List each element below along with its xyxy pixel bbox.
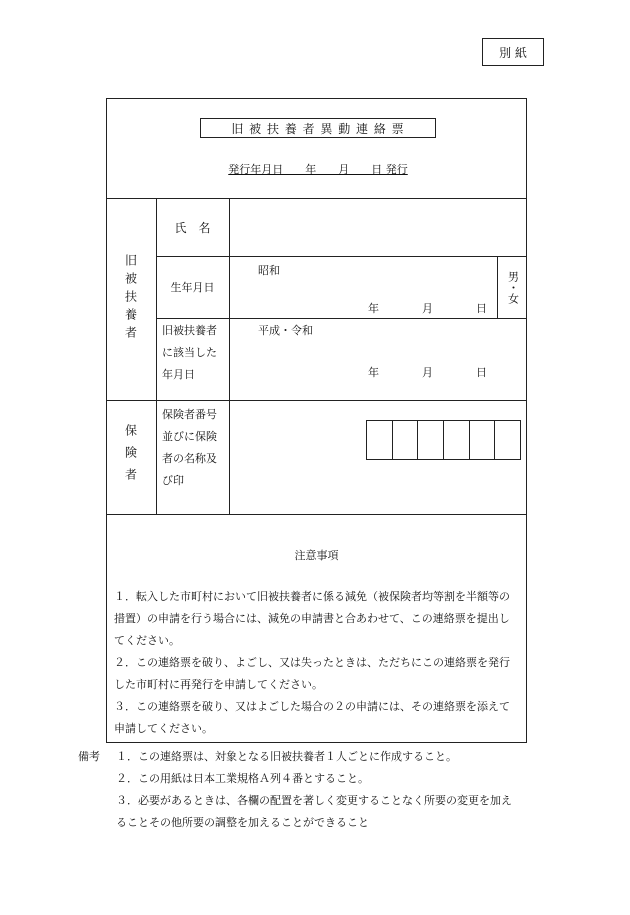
insurer-digit-box[interactable] — [444, 421, 470, 459]
applicable-day-unit: 日 — [476, 366, 487, 379]
birth-day-unit: 日 — [476, 302, 487, 315]
applicable-month-unit: 月 — [422, 366, 433, 379]
notes-item-2: ２．この連絡票を破り、よごし、又は失ったときは、ただちにこの連絡票を発行した市町村に再発行を申請してください。 — [114, 656, 510, 691]
remarks-label: 備考 — [78, 750, 100, 763]
applicable-date-label: 旧被扶養者に該当した年月日 — [162, 324, 217, 381]
birth-date-label: 生年月日 — [170, 281, 215, 294]
insurer-digit-box[interactable] — [418, 421, 444, 459]
notes-item-1: １．転入した市町村において旧被扶養者に係る減免（被保険者均等割を半額等の措置）の申請を行う場合には、減免の申請書と合あわせて、この連絡票を提出してください。 — [114, 590, 510, 647]
insurer-digit-box[interactable] — [393, 421, 419, 459]
birth-era: 昭和 — [258, 264, 280, 277]
gender-select[interactable]: 男・女 — [506, 270, 520, 304]
birth-month-unit: 月 — [422, 302, 433, 315]
name-label: 氏 名 — [174, 220, 211, 235]
notes-item-3: ３．この連絡票を破り、又はよごした場合の２の申請には、その連絡票を添えて申請してください。 — [114, 700, 510, 735]
insurer-digit-box[interactable] — [470, 421, 496, 459]
remarks-item-3: ３．必要があるときは、各欄の配置を著しく変更することなく所要の変更を加えることその他所要の調整を加えることができること — [116, 794, 512, 829]
remarks-item-2: ２．この用紙は日本工業規格Ａ列４番とすること。 — [116, 772, 369, 785]
insurer-digit-box[interactable] — [495, 421, 520, 459]
attachment-label: 別 紙 — [482, 38, 544, 66]
insurer-label: 保険者番号並びに保険者の名称及び印 — [162, 408, 217, 487]
applicable-year-unit: 年 — [368, 366, 379, 379]
issue-date-line: 発行年月日 年 月 日 発行 — [228, 163, 408, 176]
name-field[interactable] — [230, 199, 526, 255]
birth-year-unit: 年 — [368, 302, 379, 315]
notes-heading: 注意事項 — [294, 549, 339, 562]
form-title: 旧 被 扶 養 者 異 動 連 絡 票 — [200, 118, 436, 138]
remarks-item-1: １．この連絡票は、対象となる旧被扶養者１人ごとに作成すること。 — [116, 750, 457, 763]
section-insurer: 保険者 — [123, 424, 138, 490]
insurer-number-boxes[interactable] — [366, 420, 521, 460]
section-former-dependent: 旧被扶養者 — [123, 254, 138, 344]
applicable-era: 平成・令和 — [258, 324, 313, 337]
insurer-digit-box[interactable] — [367, 421, 393, 459]
